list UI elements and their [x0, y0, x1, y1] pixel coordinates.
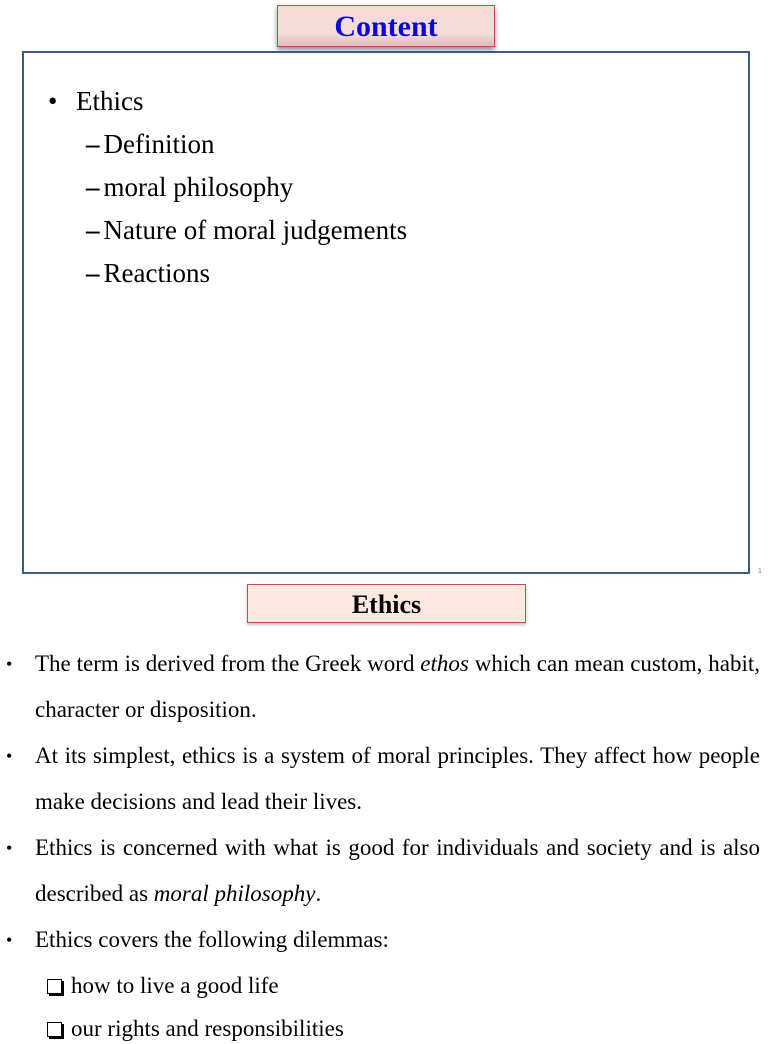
checklist-item: our rights and responsibilities — [47, 1014, 344, 1044]
dash-icon: – — [86, 129, 100, 159]
outline-subitem: – Reactions — [86, 258, 210, 288]
body-bullet: • The term is derived from the Greek word ethos which can mean custom, habit, character or disposition. — [35, 641, 760, 733]
checklist-item: how to live a good life — [47, 971, 279, 1001]
checkbox-icon — [47, 1022, 62, 1037]
content-title-box — [277, 5, 495, 47]
bullet-icon: • — [6, 930, 13, 950]
slide-number: 1 — [758, 568, 762, 575]
outline-subitem: – moral philosophy — [86, 172, 294, 202]
dash-icon: – — [86, 258, 100, 288]
outline-item-ethics: • Ethics — [48, 86, 144, 116]
bullet-icon: • — [6, 838, 13, 858]
body-bullet: • At its simplest, ethics is a system of moral principles. They affect how people make decisions and lead their lives. — [35, 733, 760, 825]
outline-subitem: – Nature of moral judgements — [86, 215, 408, 245]
body-bullet: • Ethics covers the following dilemmas: — [35, 917, 760, 963]
dash-icon: – — [86, 215, 100, 245]
ethics-title: Ethics — [351, 590, 422, 619]
bullet-icon: • — [6, 654, 13, 674]
dash-icon: – — [86, 172, 100, 202]
content-title: Content — [334, 10, 438, 43]
bullet-icon: • — [48, 86, 58, 116]
checkbox-icon — [47, 979, 62, 994]
ethics-title-box — [247, 584, 526, 623]
outline-subitem: – Definition — [86, 129, 215, 159]
bullet-icon: • — [6, 746, 13, 766]
body-bullet: • Ethics is concerned with what is good for individuals and society and is also described as moral philosophy. — [35, 825, 760, 917]
